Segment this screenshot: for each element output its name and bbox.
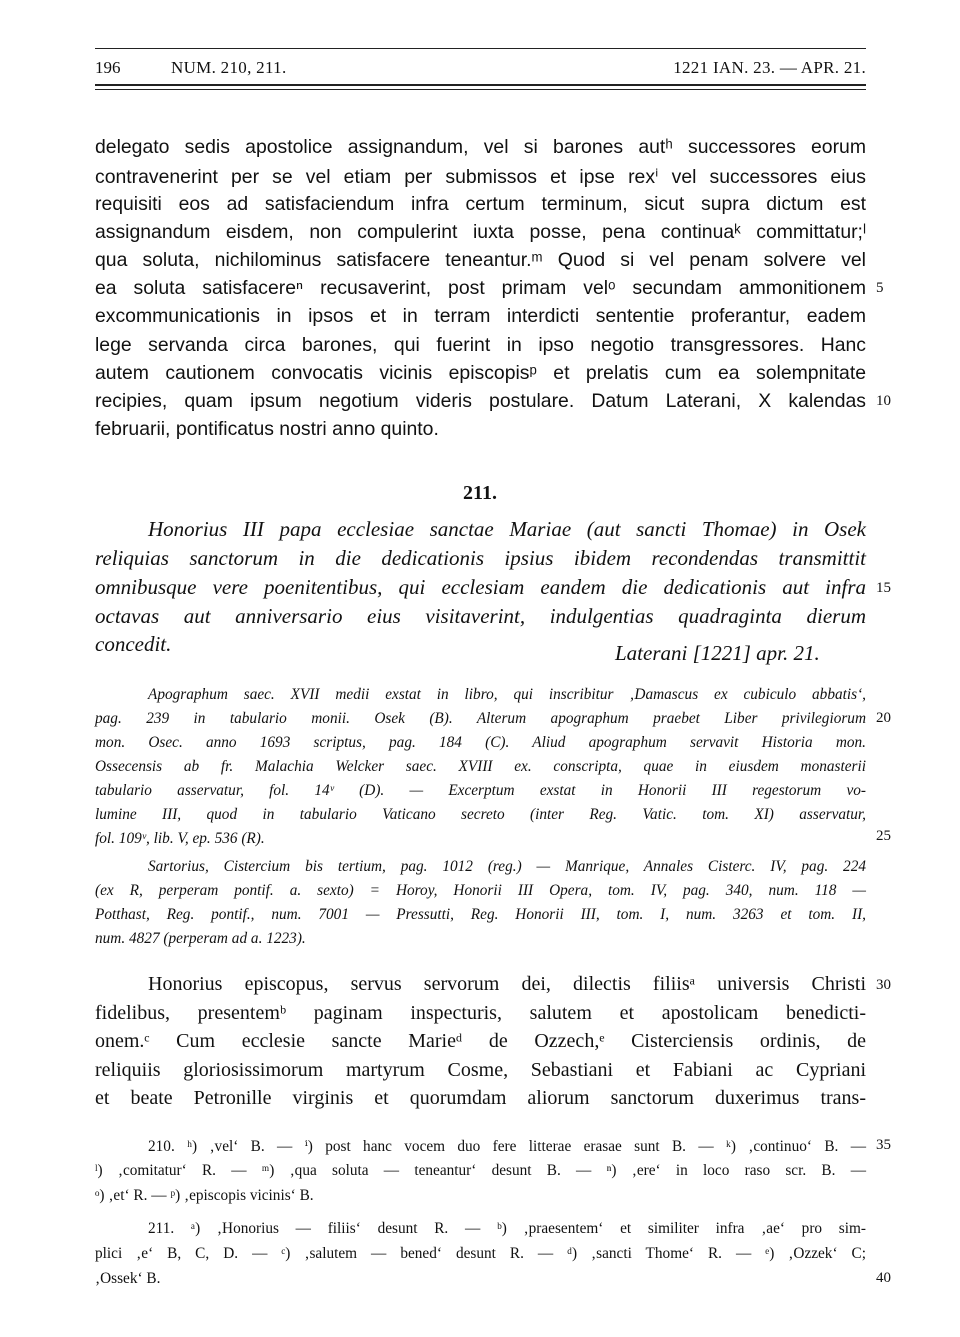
- tradition-line: mon. Osec. anno 1693 scriptus, pag. 184 (C). Aliud apographum servavit Historia mon.: [95, 734, 866, 751]
- margin-line-number: 10: [876, 393, 891, 409]
- text-line: delegato sedis apostolice assignandum, vel si barones autʰ successores eorum: [95, 136, 866, 158]
- text-line: qua soluta, nichilominus satisfacere teneantur.ᵐ Quod si vel penam solvere vel: [95, 249, 866, 271]
- footnote-line: ᵒ) ‚et‘ R. — ᵖ) ‚episcopis vicinis‘ B.: [95, 1187, 314, 1204]
- tradition-line: pag. 239 in tabulario monii. Osek (B). Alterum apographum praebet Liber privilegiorum: [95, 710, 866, 727]
- dateline: Laterani [1221] apr. 21.: [615, 641, 820, 665]
- regest-line: concedit.: [95, 632, 172, 656]
- margin-line-number: 25: [876, 828, 891, 844]
- margin-line-number: 20: [876, 710, 891, 726]
- text-line: excommunicationis in ipsos et in terram interdicti sententie proferantur, eadem: [95, 305, 866, 327]
- text-line: lege servanda circa barones, qui fuerint in ipso negotio transgressores. Hanc: [95, 334, 866, 356]
- footnote-line: ˡ) ‚comitatur‘ R. — ᵐ) ‚qua soluta — teneantur‘ desunt B. — ⁿ) ‚ere‘ in loco raso scr. B. —: [95, 1162, 866, 1179]
- header-rule-thin: [95, 89, 866, 90]
- text-line: ea soluta satisfacereⁿ recusaverint, post primam velᵒ secundam ammonitionem: [95, 277, 866, 299]
- literature-line: num. 4827 (perperam ad a. 1223).: [95, 930, 306, 947]
- text-line: onem.ᶜ Cum ecclesie sancte Marieᵈ de Ozzech,ᵉ Cisterciensis ordinis, de: [95, 1030, 866, 1052]
- literature-line: Sartorius, Cistercium bis tertium, pag. 1012 (reg.) — Manrique, Annales Cisterc. IV, pag. 224: [148, 858, 866, 875]
- footnote-line: ‚Ossek‘ B.: [95, 1270, 161, 1287]
- text-line: fidelibus, presentemᵇ paginam inspecturis, salutem et apostolicam benedicti-: [95, 1002, 866, 1024]
- text-line: contravenerint per se vel etiam per submissos et ipse rexⁱ vel successores eius: [95, 166, 866, 188]
- regest-line: omnibusque vere poenitentibus, qui ecclesiam eandem die dedicationis aut infra: [95, 575, 866, 599]
- regest-line: reliquias sanctorum in die dedicationis ipsius ibidem recondendas transmittit: [95, 546, 866, 570]
- footnote-line: 211. ᵃ) ‚Honorius — filiis‘ desunt R. — ᵇ) ‚praesentem‘ et similiter infra ‚ae‘ pro sim-: [148, 1220, 866, 1237]
- text-line: februarii, pontificatus nostri anno quinto.: [95, 418, 439, 440]
- document-number: 211.: [463, 482, 497, 504]
- header-rule: [95, 84, 866, 86]
- literature-line: (ex R, perperam pontif. a. sexto) = Horoy, Honorii III Opera, tom. IV, pag. 340, num. 118 —: [95, 882, 866, 899]
- tradition-line: lumine III, quod in tabulario Vaticano secreto (inter Reg. Vatic. tom. XI) asservatur,: [95, 806, 866, 823]
- margin-line-number: 40: [876, 1270, 891, 1286]
- tradition-line: Ossecensis ab fr. Malachia Welcker saec. XVIII ex. conscripta, quae in eiusdem monasterii: [95, 758, 866, 775]
- footnote-line: plici ‚e‘ B, C, D. — ᶜ) ‚salutem — bened‘ desunt R. — ᵈ) ‚sancti Thome‘ R. — ᵉ) ‚Ozzek‘ C;: [95, 1245, 866, 1262]
- margin-line-number: 30: [876, 977, 891, 993]
- text-line: reliquiis gloriosissimorum martyrum Cosme, Sebastiani et Fabiani ac Cypriani: [95, 1059, 866, 1081]
- text-line: requisiti eos ad satisfaciendum infra certum terminum, sicut supra dictum est: [95, 193, 866, 215]
- header-date-range: 1221 IAN. 23. — APR. 21.: [673, 58, 866, 77]
- text-line: et beate Petronille virginis et quorumdam aliorum sanctorum duxerimus trans-: [95, 1087, 866, 1109]
- tradition-line: tabulario asservatur, fol. 14ᵛ (D). — Excerptum exstat in Honorii III regestorum vo-: [95, 782, 866, 799]
- regest-line: Honorius III papa ecclesiae sanctae Mariae (aut sancti Thomae) in Osek: [148, 517, 866, 541]
- header-numbers: NUM. 210, 211.: [171, 58, 287, 77]
- margin-line-number: 15: [876, 580, 891, 596]
- running-header: [95, 58, 866, 80]
- footnote-line: 210. ʰ) ‚vel‘ B. — ⁱ) post hanc vocem duo fere litterae erasae sunt B. — ᵏ) ‚continuo‘ B. —: [148, 1138, 866, 1155]
- literature-line: Potthast, Reg. pontif., num. 7001 — Pressutti, Reg. Honorii III, tom. I, num. 3263 et tom. II,: [95, 906, 866, 923]
- tradition-line: fol. 109ᵛ, lib. V, ep. 536 (R).: [95, 830, 265, 847]
- text-line: recipies, quam ipsum negotium videris postulare. Datum Laterani, X kalendas: [95, 390, 866, 412]
- tradition-line: Apographum saec. XVII medii exstat in libro, qui inscribitur ‚Damascus ex cubiculo abbatis‘,: [148, 686, 866, 703]
- page-number: 196: [95, 58, 121, 77]
- text-line: autem cautionem convocatis vicinis episcopisᵖ et prelatis cum ea solempnitate: [95, 362, 866, 384]
- text-line: Honorius episcopus, servus servorum dei, dilectis filiisᵃ universis Christi: [148, 973, 866, 995]
- regest-line: octavas aut anniversario eius visitaverint, indulgentias quadraginta dierum: [95, 604, 866, 628]
- header-top-rule: [95, 48, 866, 49]
- margin-line-number: 5: [876, 280, 884, 296]
- text-line: assignandum eisdem, non compulerint iuxta posse, pena continuaᵏ committatur;ˡ: [95, 221, 866, 243]
- margin-line-number: 35: [876, 1137, 891, 1153]
